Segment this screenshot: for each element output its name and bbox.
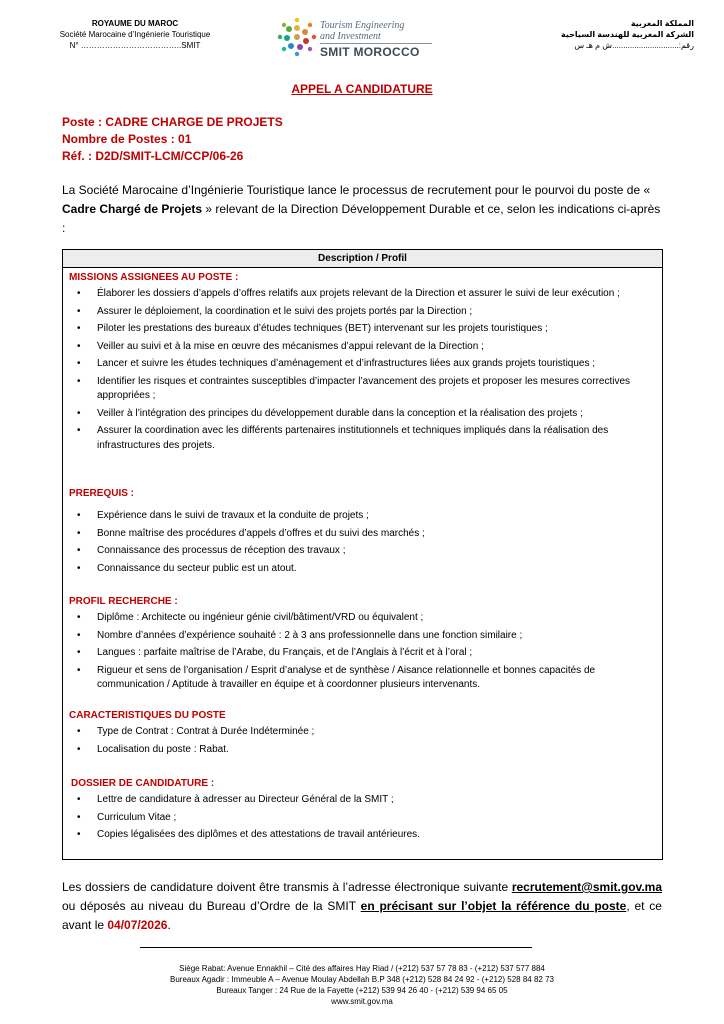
list-item: • Connaissance des processus de réception des travaux ; xyxy=(63,544,653,559)
number-fr: N° ………………………………..SMIT xyxy=(69,41,201,50)
address-agadir: Bureaux Agadir : Immeuble A – Avenue Moulay Abdellah B.P 348 (+212) 528 84 24 92 - (+212) 528 84 82 73 xyxy=(170,975,554,984)
list-item: • Veiller au suivi et à la mise en œuvre des mécanismes d’appui relevant de la Direction ; xyxy=(63,340,653,355)
list-item: • Curriculum Vitae ; xyxy=(63,811,653,826)
caracteristiques-list xyxy=(63,725,653,760)
footer-addresses xyxy=(0,963,724,1007)
logo-divider xyxy=(320,43,432,44)
list-item: • Bonne maîtrise des procédures d’appels d’offres et du suivi des marchés ; xyxy=(63,527,653,542)
closing-text-3: , et ce avant le xyxy=(62,899,662,932)
job-info xyxy=(62,114,283,165)
list-item: • Rigueur et sens de l’organisation / Esprit d’analyse et de synthèse / Aisance relationnelle et bonnes capacités de communication / Aptitude à travailler en équipe et à coordonner plusieurs intervenants. xyxy=(63,664,653,693)
closing-underlined: en précisant sur l’objet la référence du poste xyxy=(360,899,627,913)
list-item: • Assurer la coordination avec les différents partenaires institutionnels et techniques impliqués dans la réalisation des infrastructures des projets. xyxy=(63,424,653,453)
profil-list xyxy=(63,611,653,696)
footer-divider xyxy=(140,947,532,948)
prerequis-title: PREREQUIS : xyxy=(69,488,135,499)
list-item: • Nombre d’années d’expérience souhaité : 2 à 3 ans professionnelle dans une fonction similaire ; xyxy=(63,629,653,644)
list-item: • Élaborer les dossiers d’appels d’offres relatifs aux projets relevant de la Direction et assurer le suivi de leur exécution ; xyxy=(63,287,653,302)
company-ar: الشركة المغربية للهندسة السياحية xyxy=(561,30,694,39)
box-header: Description / Profil xyxy=(63,250,662,268)
list-item: • Veiller à l’intégration des principes du développement durable dans la conception et la réalisation des projets ; xyxy=(63,407,653,422)
page-title: APPEL A CANDIDATURE xyxy=(291,82,433,96)
deadline-date: 04/07/2026 xyxy=(107,918,168,932)
kingdom-ar: المملكة المغربية xyxy=(630,19,694,28)
closing-text-4: . xyxy=(167,918,171,932)
address-tanger: Bureaux Tanger : 24 Rue de la Fayette (+212) 539 94 26 40 - (+212) 539 94 65 05 xyxy=(216,986,508,995)
dossier-title: DOSSIER DE CANDIDATURE : xyxy=(71,778,215,789)
caracteristiques-title: CARACTERISTIQUES DU POSTE xyxy=(69,710,226,721)
list-item: • Langues : parfaite maîtrise de l’Arabe, du Français, et de l’Anglais à l’écrit et à l’oral ; xyxy=(63,646,653,661)
list-item: • Lettre de candidature à adresser au Directeur Général de la SMIT ; xyxy=(63,793,653,808)
header-left xyxy=(30,18,240,51)
intro-job-name: Cadre Chargé de Projets xyxy=(62,202,203,216)
list-item: • Piloter les prestations des bureaux d’études techniques (BET) intervenant sur les projets touristiques ; xyxy=(63,322,653,337)
list-item: • Identifier les risques et contraintes susceptibles d’impacter l’avancement des projets et proposer les mesures correctives appropriées ; xyxy=(63,375,653,404)
kingdom-fr: ROYAUME DU MAROC xyxy=(91,19,179,28)
list-item: • Type de Contrat : Contrat à Durée Indéterminée ; xyxy=(63,725,653,740)
closing-paragraph xyxy=(62,878,662,935)
list-item: • Expérience dans le suivi de travaux et la conduite de projets ; xyxy=(63,509,653,524)
intro-paragraph xyxy=(62,181,662,238)
email-link[interactable]: recrutement@smit.gov.ma xyxy=(511,880,662,894)
job-title: Poste : CADRE CHARGE DE PROJETS xyxy=(62,115,283,129)
website-link[interactable]: www.smit.gov.ma xyxy=(331,997,393,1006)
job-count: Nombre de Postes : 01 xyxy=(62,132,192,146)
prerequis-list xyxy=(63,509,653,579)
list-item: • Localisation du poste : Rabat. xyxy=(63,743,653,758)
list-item: • Diplôme : Architecte ou ingénieur génie civil/bâtiment/VRD ou équivalent ; xyxy=(63,611,653,626)
job-reference: Réf. : D2D/SMIT-LCM/CCP/06-26 xyxy=(62,149,244,163)
profil-title: PROFIL RECHERCHE : xyxy=(69,596,178,607)
logo-line1: Tourism Engineering xyxy=(320,20,405,31)
intro-text-1: La Société Marocaine d’Ingénierie Touristique lance le processus de recrutement pour le pourvoi du poste de « xyxy=(62,183,651,197)
smit-logo xyxy=(276,16,456,60)
list-item: • Assurer le déploiement, la coordination et le suivi des projets portés par la Direction ; xyxy=(63,305,653,320)
header-right xyxy=(514,18,694,51)
logo-name: SMIT MOROCCO xyxy=(320,45,420,59)
list-item: • Copies légalisées des diplômes et des attestations de travail antérieures. xyxy=(63,828,653,843)
intro-text-2: » relevant de la Direction Développement Durable et ce, selon les indications ci-après : xyxy=(62,202,661,235)
number-ar: رقم:..............................ش م هـ س xyxy=(574,41,694,50)
list-item: • Lancer et suivre les études techniques d’aménagement et d’infrastructures liées aux grands projets touristiques ; xyxy=(63,357,653,372)
list-item: • Connaissance du secteur public est un atout. xyxy=(63,562,653,577)
closing-text-2: ou déposés au niveau du Bureau d’Ordre de la SMIT xyxy=(62,899,361,913)
logo-mark-icon xyxy=(276,16,318,58)
missions-title: MISSIONS ASSIGNEES AU POSTE : xyxy=(69,272,239,283)
missions-list xyxy=(63,287,653,456)
closing-text-1: Les dossiers de candidature doivent être transmis à l’adresse électronique suivante xyxy=(62,880,512,894)
address-rabat: Siège Rabat: Avenue Ennakhil – Cité des affaires Hay Riad / (+212) 537 57 78 83 - (+212) 537 577 884 xyxy=(179,964,545,973)
company-fr: Société Marocaine d’Ingénierie Touristique xyxy=(59,30,211,39)
description-box xyxy=(62,249,663,860)
logo-line2: and Investment xyxy=(320,31,381,42)
dossier-list xyxy=(63,793,653,846)
